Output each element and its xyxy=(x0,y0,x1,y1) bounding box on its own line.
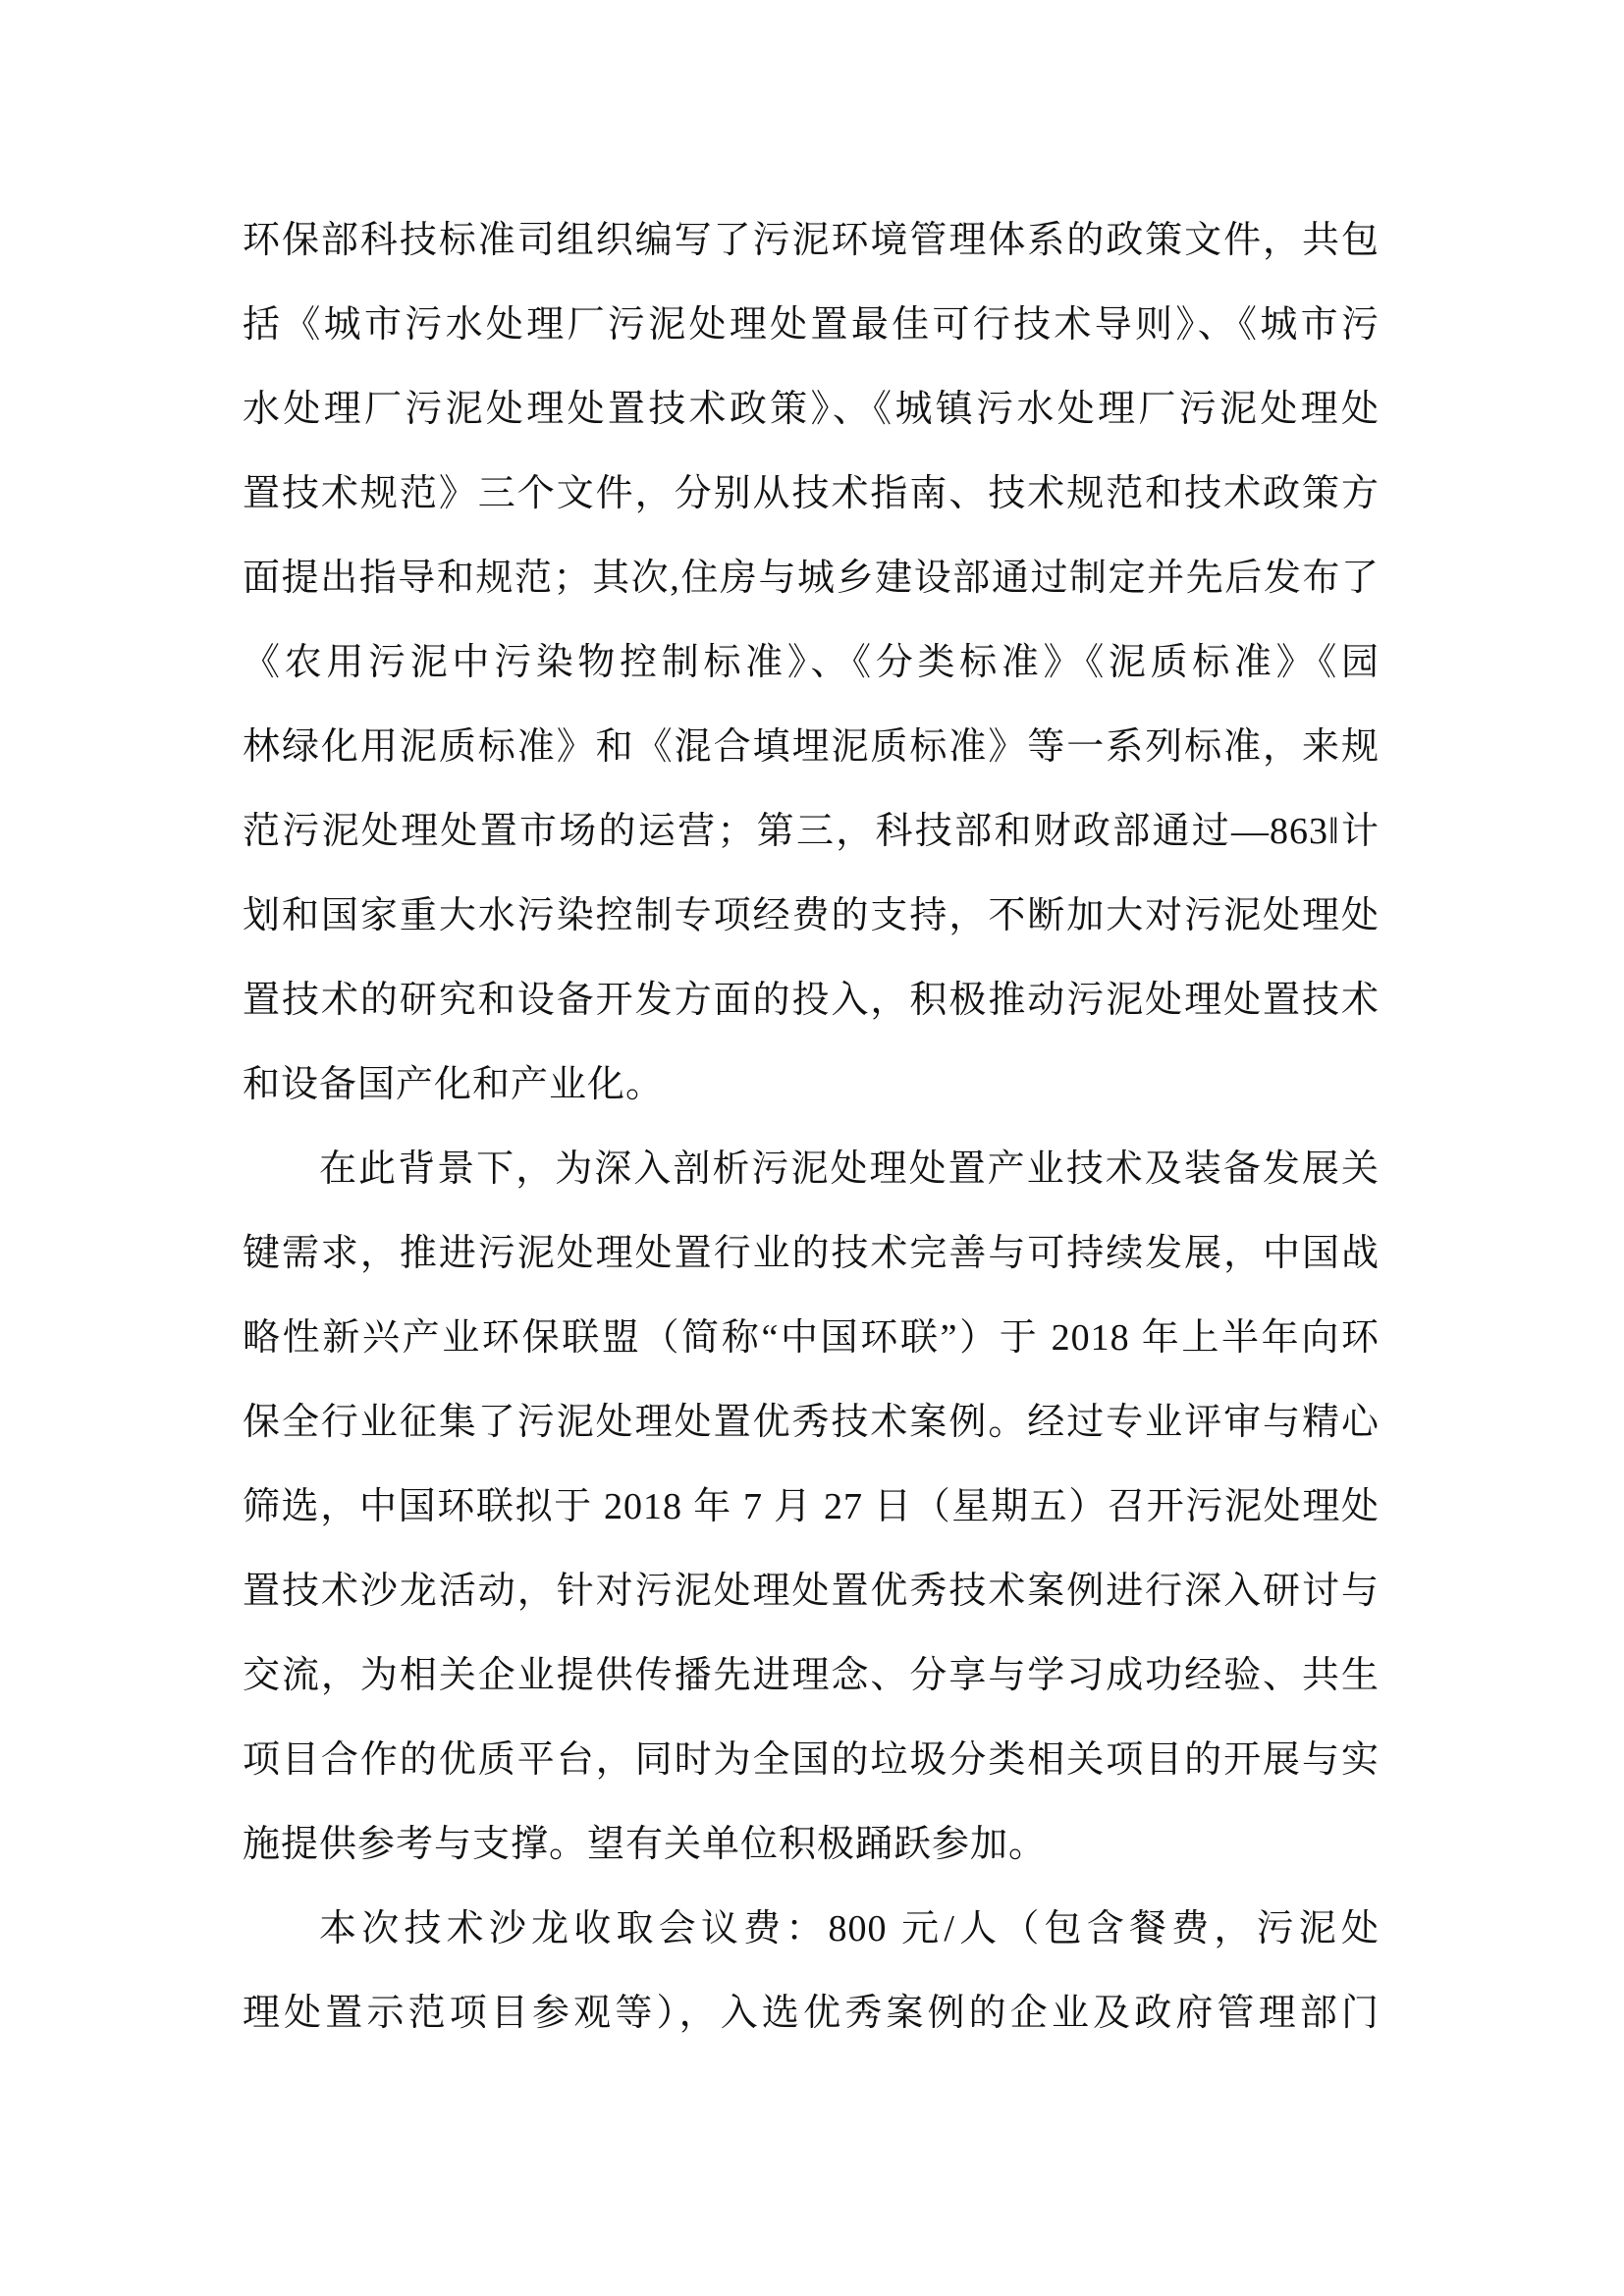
text-line: 置技术规范》三个文件，分别从技术指南、技术规范和技术政策方 xyxy=(243,473,1380,514)
text-line: 括《城市污水处理厂污泥处理处置最佳可行技术导则》、《城市污 xyxy=(243,304,1380,346)
text-line: 置技术沙龙活动，针对污泥处理处置优秀技术案例进行深入研讨与 xyxy=(243,1571,1380,1612)
text-line: 置技术的研究和设备开发方面的投入，积极推动污泥处理处置技术 xyxy=(243,980,1380,1021)
text-line: 筛选，中国环联拟于 2018 年 7 月 27 日（星期五）召开污泥处理处 xyxy=(243,1486,1380,1527)
text-line: 和设备国产化和产业化。 xyxy=(243,1064,665,1105)
text-line: 交流，为相关企业提供传播先进理念、分享与学习成功经验、共生 xyxy=(243,1655,1380,1696)
text-line: 保全行业征集了污泥处理处置优秀技术案例。经过专业评审与精心 xyxy=(243,1402,1380,1443)
text-line: 范污泥处理处置市场的运营；第三，科技部和财政部通过—863‖计 xyxy=(243,811,1380,852)
text-line: 项目合作的优质平台，同时为全国的垃圾分类相关项目的开展与实 xyxy=(243,1739,1380,1781)
text-line: 划和国家重大水污染控制专项经费的支持，不断加大对污泥处理处 xyxy=(243,895,1380,936)
text-line: 理处置示范项目参观等），入选优秀案例的企业及政府管理部门 xyxy=(243,1993,1380,2034)
text-line: 施提供参考与支撑。望有关单位积极踊跃参加。 xyxy=(243,1824,1048,1865)
text-line: 在此背景下，为深入剖析污泥处理处置产业技术及装备发展关 xyxy=(319,1148,1380,1190)
document-body xyxy=(243,198,1380,2056)
text-line: 面提出指导和规范；其次,住房与城乡建设部通过制定并先后发布了 xyxy=(243,558,1380,599)
text-line: 水处理厂污泥处理处置技术政策》、《城镇污水处理厂污泥处理处 xyxy=(243,389,1380,430)
text-line: 《农用污泥中污染物控制标准》、《分类标准》《泥质标准》《园 xyxy=(243,642,1380,683)
text-line: 键需求，推进污泥处理处置行业的技术完善与可持续发展，中国战 xyxy=(243,1233,1380,1274)
text-line: 本次技术沙龙收取会议费：800 元/人（包含餐费，污泥处 xyxy=(319,1908,1380,1949)
text-line: 略性新兴产业环保联盟（简称“中国环联”）于 2018 年上半年向环 xyxy=(243,1317,1380,1359)
text-line: 环保部科技标准司组织编写了污泥环境管理体系的政策文件，共包 xyxy=(243,220,1380,261)
text-line: 林绿化用泥质标准》和《混合填埋泥质标准》等一系列标准，来规 xyxy=(243,726,1380,768)
